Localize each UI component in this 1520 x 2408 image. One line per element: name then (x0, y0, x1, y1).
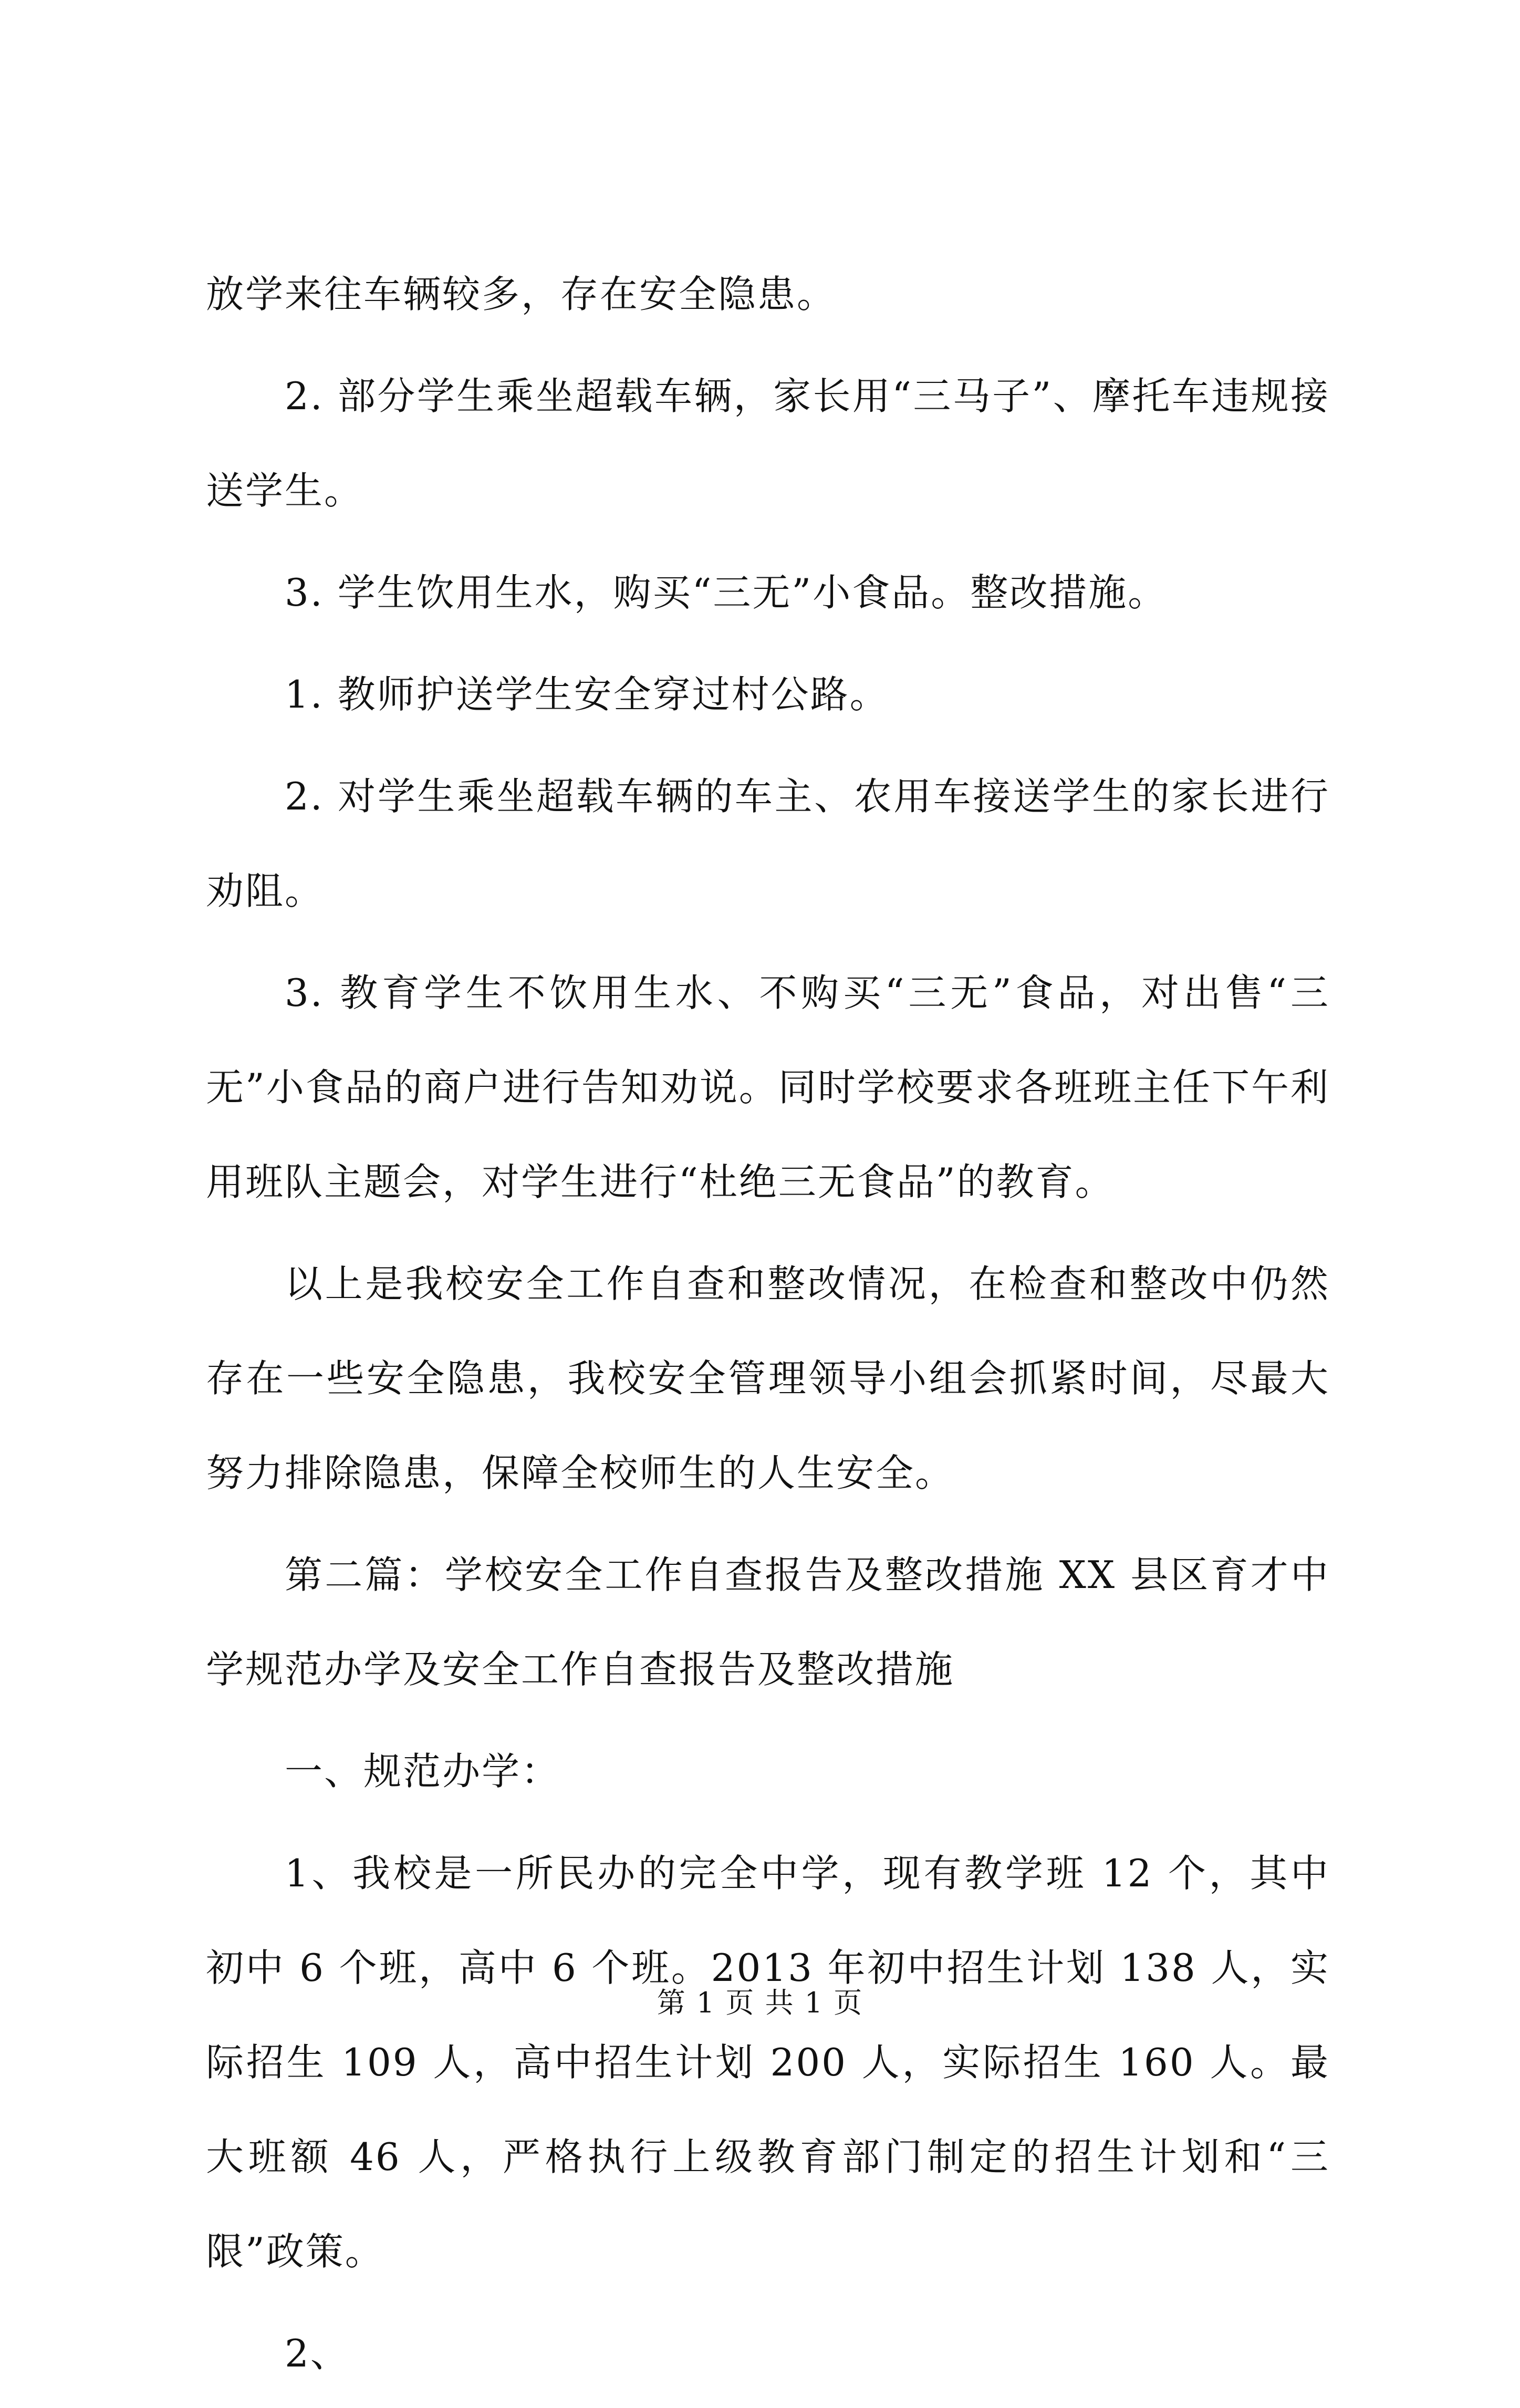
paragraph-issue-2: 2. 部分学生乘坐超载车辆，家长用“三马子”、摩托车违规接送学生。 (206, 374, 1330, 513)
paragraph-measure-1: 1. 教师护送学生安全穿过村公路。 (285, 672, 889, 717)
paragraph-item-1: 1、我校是一所民办的完全中学，现有教学班 12 个，其中初中 6 个班，高中 6 个班。2013 年初中招生计划 138 人，实际招生 109 人，高中招生计划 200 人，实际招生 160 人。最大班额 46 人，严格执行上级教育部门制定的招生计划和“三限”政策。 (206, 1851, 1330, 2274)
paragraph-measure-3: 3. 教育学生不饮用生水、不购买“三无”食品，对出售“三无”小食品的商户进行告知劝说。同时学校要求各班班主任下午利用班队主题会，对学生进行“杜绝三无食品”的教育。 (206, 971, 1330, 1204)
paragraph-section-title: 第二篇：学校安全工作自查报告及整改措施 XX 县区育才中学规范办学及安全工作自查报告及整改措施 (206, 1553, 1330, 1691)
paragraph-issue-3: 3. 学生饮用生水，购买“三无”小食品。整改措施。 (285, 570, 1168, 615)
paragraph-measure-2: 2. 对学生乘坐超载车辆的车主、农用车接送学生的家长进行劝阻。 (206, 774, 1330, 913)
paragraph-item-2: 2、 (285, 2331, 350, 2375)
paragraph-continuation: 放学来往车辆较多，存在安全隐患。 (206, 272, 837, 316)
paragraph-summary: 以上是我校安全工作自查和整改情况，在检查和整改中仍然存在一些安全隐患，我校安全管理领导小组会抓紧时间，尽最大努力排除隐患，保障全校师生的人生安全。 (206, 1262, 1330, 1495)
document-body (206, 247, 1330, 2408)
paragraph-heading-1: 一、规范办学： (285, 1749, 561, 1793)
page-footer: 第 1 页 共 1 页 (657, 1986, 863, 2019)
